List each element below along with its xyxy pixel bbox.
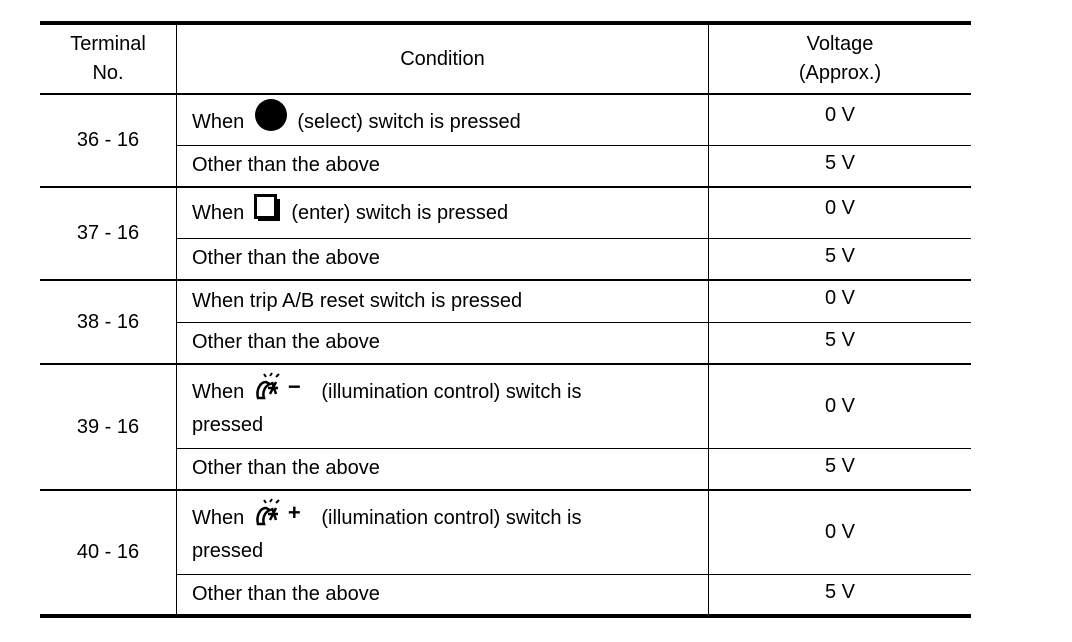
terminal-cell: 40 - 16: [40, 490, 177, 616]
condition-cell: [177, 94, 709, 145]
table-row: [40, 490, 971, 574]
condition-cell: [177, 364, 709, 448]
illumination-sign: −: [287, 374, 301, 400]
voltage-cell: 0 V: [709, 364, 972, 448]
condition-text-line2: pressed: [192, 540, 264, 563]
filled-circle-icon: [254, 98, 288, 141]
illumination-plus-icon: [254, 498, 312, 537]
table-row: [40, 574, 971, 616]
condition-cell: Other than the above: [177, 574, 709, 616]
condition-cell: [177, 187, 709, 238]
table-row: [40, 364, 971, 448]
illumination-sign: +: [287, 500, 301, 526]
voltage-cell: 0 V: [709, 490, 972, 574]
voltage-cell: 0 V: [709, 187, 972, 238]
voltage-cell: 5 V: [709, 238, 972, 280]
illumination-minus-icon: [254, 372, 312, 411]
condition-text-pre: When: [192, 111, 245, 134]
condition-text-line2: pressed: [192, 414, 264, 437]
condition-text-post: (enter) switch is pressed: [291, 202, 509, 225]
table-row: [40, 187, 971, 238]
condition-text-pre: When: [192, 202, 245, 225]
terminal-cell: 36 - 16: [40, 94, 177, 187]
voltage-cell: 0 V: [824, 104, 856, 126]
terminal-voltage-table: [40, 21, 971, 618]
header-voltage: Voltage (Approx.): [709, 23, 972, 94]
header-terminal: Terminal No.: [40, 23, 177, 94]
condition-cell: Other than the above: [177, 448, 709, 490]
table-row: [40, 280, 971, 322]
header-condition: Condition: [177, 23, 709, 94]
terminal-cell: 38 - 16: [40, 280, 177, 364]
voltage-cell: 0 V: [709, 280, 972, 322]
header-row: [40, 23, 971, 94]
table-row: [40, 145, 971, 187]
condition-cell: Other than the above: [177, 322, 709, 364]
condition-text-pre: When: [192, 381, 245, 404]
voltage-cell: 5 V: [709, 448, 972, 490]
condition-cell: Other than the above: [177, 238, 709, 280]
condition-cell: Other than the above: [177, 145, 709, 187]
voltage-cell: 5 V: [709, 145, 972, 187]
table-row: [40, 448, 971, 490]
table-row: [40, 238, 971, 280]
condition-cell: When trip A/B reset switch is pressed: [177, 280, 709, 322]
terminal-cell: 39 - 16: [40, 364, 177, 490]
condition-cell: [177, 490, 709, 574]
table-row: [40, 94, 971, 145]
terminal-cell: 37 - 16: [40, 187, 177, 280]
condition-text-post: (select) switch is pressed: [297, 111, 521, 134]
table-row: [40, 322, 971, 364]
square-shadow-icon: [254, 193, 282, 232]
condition-text-pre: When: [192, 507, 245, 530]
condition-text-post: (illumination control) switch is: [321, 381, 582, 404]
voltage-cell: 5 V: [709, 322, 972, 364]
condition-text-post: (illumination control) switch is: [321, 507, 582, 530]
voltage-cell: 5 V: [709, 574, 972, 616]
